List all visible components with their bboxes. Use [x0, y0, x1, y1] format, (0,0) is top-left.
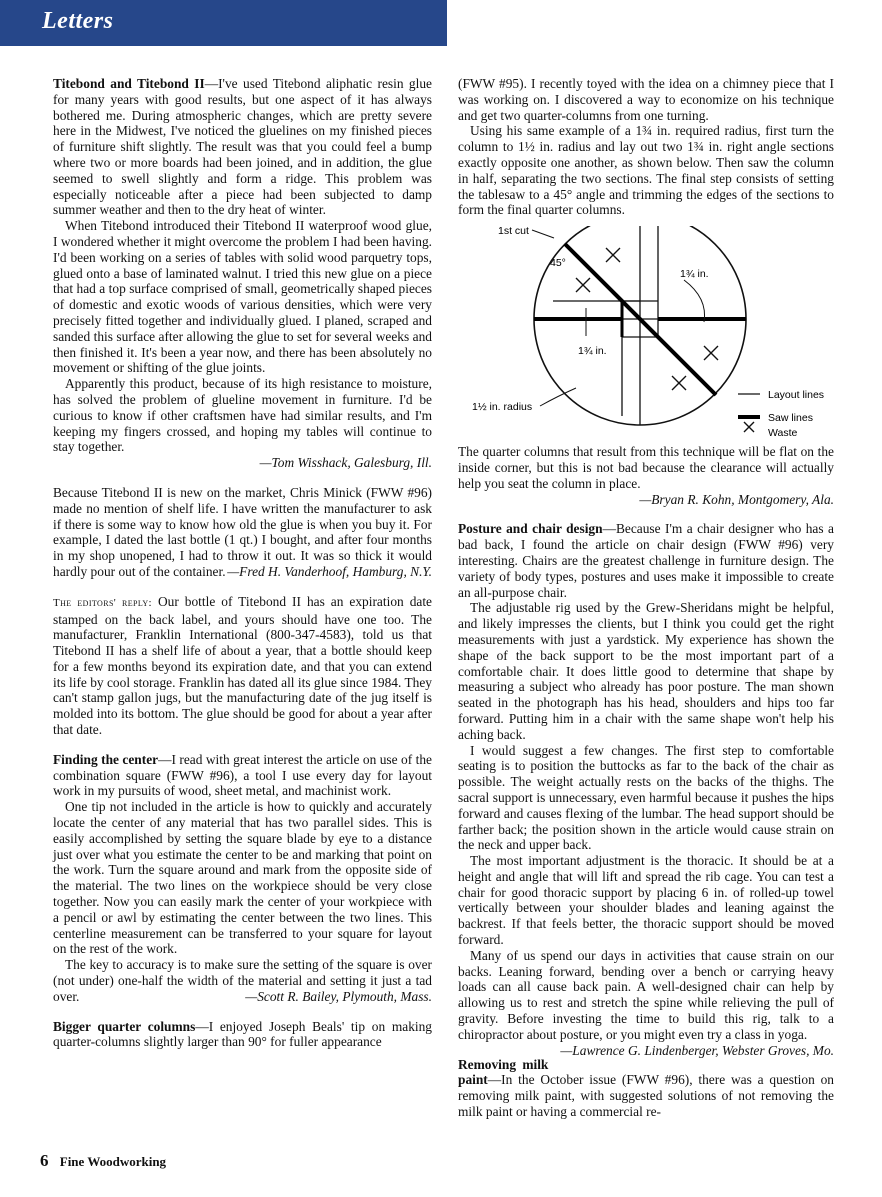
letter-paragraph: Many of us spend our days in activities that cause strain on our backs. Leaning forward, bending over a bench or carrying heavy loads can all cause back pain. A well-designed chair can help by allowing us to rest and stretch the spine while relieving the pull of gravity. Before investing the time to build this rig, talk to a chiropractor about posture, or you might even try a class in yoga. —Lawrence G. Lindenberger, Webster Groves, Mo. [458, 947, 834, 1058]
editors-reply-label: The editors' reply: [53, 596, 152, 609]
legend-saw-label: Saw lines [768, 412, 813, 425]
page-number: 6 [40, 1151, 49, 1170]
waste-x-icon [576, 278, 590, 292]
letter-title: Posture and chair design [458, 521, 603, 537]
angle-label: 45° [550, 257, 566, 270]
letter-paragraph: I would suggest a few changes. The first step to comfortable seating is to position the buttocks as far to the back of the chair as possible. The weight actually rests on the backs of the thighs. The sacral support is unnecessary, even harmful because it pushes the hips forward and causes flexing of the lumbar. The head support should be farther back; the position shown in the article would cause strain on the neck and upper back. [458, 742, 834, 853]
letter-paragraph: When Titebond introduced their Titebond II waterproof wood glue, I wondered whether it might overcome the problem I had been having. I'd been working on a series of tables with solid wood parquetry tops, glued onto a base of laminated walnut. I tried this new glue on a piece that had a top surface comprised of small, geometrically shaped pieces of domestic and exotic woods of various densities, which were very precisely fitted together and individually glued. I planed, scraped and sanded this surface after allowing the glue to set for several weeks and then finished it. It's been a year now, and there has been absolutely no movement or shifting of the glue joints. [53, 218, 432, 376]
letter-signature: —Scott R. Bailey, Plymouth, Mass. [245, 988, 432, 1004]
letter-paragraph: Removing milk paint—In the October issue (FWW #96), there was a question on removing milk paint, with suggested solutions of not removing the milk paint or having a commercial re- [458, 1056, 834, 1120]
waste-x-icon [606, 248, 620, 262]
letter-paragraph: (FWW #95). I recently toyed with the idea on a chimney piece that I was working on. I discovered a way to economize on his technique and get two quarter-columns from one turning. [458, 76, 834, 123]
letter-paragraph: Titebond and Titebond II—I've used Titebond aliphatic resin glue for many years with good results, but one aspect of it has always bothered me. During atmospheric changes, which are pretty severe here in the Midwest, I've noticed the gluelines on my finished pieces of furniture shift slightly. The result was that you could feel a bump where two or more boards had been joined, and in addition, the glue seemed to swell slightly and form a ridge. This problem was especially noticeable after a piece had been subjected to damp summer weather and then to the dry heat of winter. [53, 76, 432, 218]
letter-paragraph: Posture and chair design—Because I'm a chair designer who has a bad back, I found the article on chair design (FWW #96) very interesting. Chairs are the greatest challenge in furniture design. The variety of body types, postures and uses make it impossible to create an all-purpose chair. [458, 521, 834, 600]
letter-title: Titebond and Titebond II [53, 76, 205, 91]
right-column [458, 76, 834, 1120]
section-title: Letters [42, 8, 114, 34]
letter-paragraph: Finding the center—I read with great interest the article on use of the combination square (FWW #96), a tool I use every day for layout work in my pursuits of wood, sheet metal, and machinist work. [53, 751, 432, 799]
radius-label: 1½ in. radius [472, 401, 533, 414]
section-banner [0, 0, 447, 46]
first-cut-label: 1st cut [498, 226, 529, 238]
letter-paragraph: Because Titebond II is new on the market, Chris Minick (FWW #96) made no mention of shelf life. I have written the manufacturer to ask if there is some way to know how old the glue is when you buy it. For example, I dated the last bottle (1 qt.) I bought, and after four months in my shop unopened, I had to throw it out. It was so thick it would hardly pour out of the container. —Fred H. Vanderhoof, Hamburg, N.Y. [53, 484, 432, 579]
dimension-arrow [532, 230, 554, 238]
letter-signature: —Tom Wisshack, Galesburg, Ill. [259, 455, 432, 471]
legend-waste-label: Waste [768, 427, 798, 439]
quarter-column-diagram [458, 226, 834, 438]
legend-waste-icon [744, 422, 754, 432]
letter-paragraph: The key to accuracy is to make sure the setting of the square is over (not under) one-half the width of the material and setting it just a tad over. —Scott R. Bailey, Plymouth, Mass. [53, 957, 432, 1004]
letter-paragraph: Bigger quarter columns—I enjoyed Joseph Beals' tip on making quarter-columns slightly larger than 90° for fuller appearance [53, 1018, 432, 1050]
letter-signature: —Lawrence G. Lindenberger, Webster Groves, Mo. [560, 1042, 834, 1058]
letter-paragraph: The adjustable rig used by the Grew-Sheridans might be helpful, and likely impresses the clients, but I think you could get the right measurements with just a yardstick. My experience has shown the shape of the back support to be the most important part of a comfortable chair. It does little good to determine that shape by measuring a subject who already has poor posture. The man shown seated in the photograph has his head, shoulders and hips too far forward. Putting him in a chair with the same shape won't help his aching back. [458, 600, 834, 742]
letter-paragraph: One tip not included in the article is how to quickly and accurately locate the center of any material that has two parallel sides. This is easily accomplished by setting the square blade by eye to a distance just over what you estimate the center to be and marking that point on the work. Turn the square around and mark from the opposite side of the material. The two lines on the workpiece should be very close together. Now you can easily mark the center of your workpiece with a pencil or awl by estimating the center between the two lines. This centerline measurement can be transferred to your square for layout on the rest of the work. [53, 799, 432, 957]
letter-signature: —Fred H. Vanderhoof, Hamburg, N.Y. [227, 563, 432, 579]
editors-reply: The editors' reply: Our bottle of Titebond II has an expiration date stamped on the back label, and yours should have one too. The manufacturer, Franklin International (800-347-4583), told us that Titebond II has a shelf life of about a year, that a bottle should keep for a few months beyond its expiration date, and that you can extend its life by cool storage. Franklin has dated all its glue since 1984. They can't stamp gallon jugs, but the manufacturing date of the jug itself is molded into its bottom. The glue should be good for about a year after that date. [53, 593, 432, 738]
letter-title: Bigger quarter columns [53, 1018, 196, 1034]
dimension-arrow [684, 280, 705, 322]
dimension-arrow [540, 388, 576, 406]
letter-paragraph: Apparently this product, because of its high resistance to moisture, has solved the problem of glueline movement in furniture. I'd be curious to know if other craftsmen have had similar results, and I'm keeping my fingers crossed, and hoping my tables will continue to stay together. [53, 376, 432, 455]
diagram-svg [458, 226, 834, 438]
letter-paragraph: The most important adjustment is the thoracic. It should be at a height and angle that will lift and spread the rib cage. You can test a chair for good thoracic support by placing 6 in. of rolled-up towel vertically between your shoulder blades and leaning against the backrest. If that feels better, the thoracic support should be moved forward. [458, 853, 834, 948]
letter-title: Finding the center [53, 751, 159, 767]
letter-signature: —Bryan R. Kohn, Montgomery, Ala. [639, 491, 834, 507]
radius-label: 1¾ in. [578, 345, 607, 358]
radius-label: 1¾ in. [680, 268, 709, 281]
letter-paragraph: The quarter columns that result from this technique will be flat on the inside corner, but this is not bad because the clearance will actually help you seat the column in place. [458, 444, 834, 491]
letter-title: Removing milk paint [458, 1056, 549, 1088]
waste-x-icon [704, 346, 718, 360]
left-column [53, 76, 432, 1050]
letter-paragraph: Using his same example of a 1¾ in. required radius, first turn the column to 1½ in. radius and lay out two 1¾ in. right angle sections exactly opposite one another, as shown below. Then saw the column in half, separating the two sections. The final step consists of setting the tablesaw to a 45° angle and trimming the edges of the sections to form the final quarter columns. [458, 123, 834, 218]
page-footer [40, 1151, 166, 1171]
waste-x-icon [672, 376, 686, 390]
legend-layout-label: Layout lines [768, 389, 825, 402]
magazine-name: Fine Woodworking [59, 1154, 167, 1169]
